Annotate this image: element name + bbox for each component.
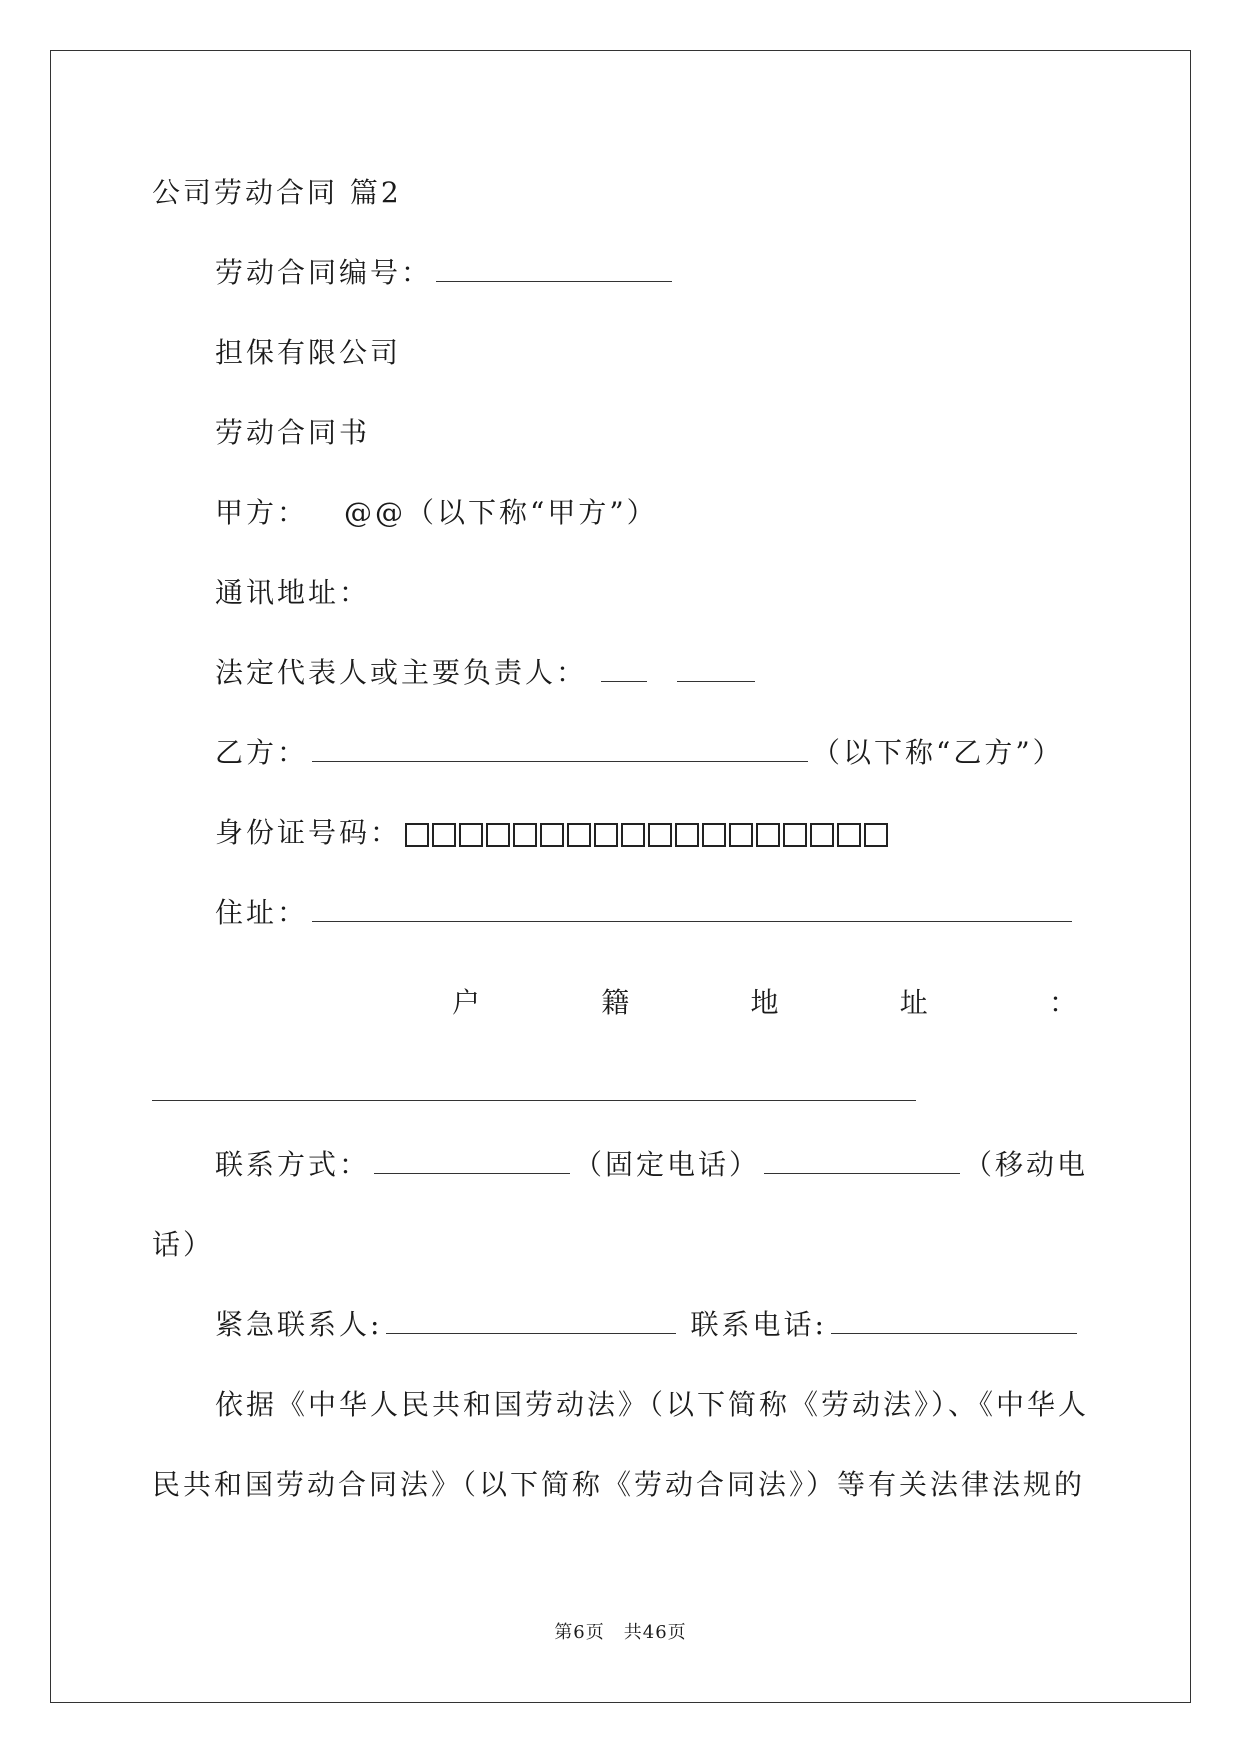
legal-rep-label: 法定代表人或主要负责人： bbox=[215, 656, 588, 689]
emergency-contact-label: 紧急联系人: bbox=[215, 1308, 383, 1341]
id-digit-box[interactable] bbox=[513, 823, 537, 847]
residence-line bbox=[215, 896, 1076, 930]
id-digit-box[interactable] bbox=[405, 823, 429, 847]
document-title: 公司劳动合同 篇2 bbox=[152, 176, 402, 209]
company-name: 担保有限公司 bbox=[215, 336, 402, 369]
address-line: 通讯地址： bbox=[215, 576, 371, 609]
id-digit-box[interactable] bbox=[621, 823, 645, 847]
legal-rep-blank-2[interactable] bbox=[677, 659, 755, 682]
id-digit-box[interactable] bbox=[540, 823, 564, 847]
id-number-boxes[interactable] bbox=[405, 823, 888, 847]
page-border bbox=[50, 50, 1191, 1703]
id-number-line bbox=[215, 816, 888, 850]
contract-number-label: 劳动合同编号： bbox=[215, 256, 433, 289]
id-digit-box[interactable] bbox=[594, 823, 618, 847]
body-paragraph-line-1: 依据《中华人民共和国劳动法》（以下简称《劳动法》）、《中华人 bbox=[215, 1388, 1090, 1421]
body-paragraph-line-2: 民共和国劳动合同法》（以下简称《劳动合同法》）等有关法律法规的 bbox=[152, 1468, 1086, 1501]
party-a-value: @@（以下称“甲方”） bbox=[344, 496, 658, 529]
contact-line bbox=[215, 1148, 1088, 1182]
household-address-char: 户 bbox=[452, 986, 481, 1019]
page-footer: 第6页 共46页 bbox=[554, 1622, 687, 1643]
contract-number-line bbox=[215, 256, 676, 290]
id-digit-box[interactable] bbox=[486, 823, 510, 847]
mobile-phone-label: （移动电 bbox=[964, 1148, 1089, 1181]
party-b-line bbox=[215, 736, 1064, 770]
legal-rep-blank-1[interactable] bbox=[601, 659, 647, 682]
fixed-phone-blank[interactable] bbox=[374, 1151, 570, 1174]
id-digit-box[interactable] bbox=[432, 823, 456, 847]
party-b-label: 乙方： bbox=[215, 736, 309, 769]
mobile-phone-label-continued: 话） bbox=[152, 1228, 215, 1261]
household-address-char: ： bbox=[1048, 986, 1077, 1019]
id-digit-box[interactable] bbox=[459, 823, 483, 847]
id-digit-box[interactable] bbox=[702, 823, 726, 847]
emergency-contact-blank[interactable] bbox=[386, 1311, 676, 1334]
id-digit-box[interactable] bbox=[675, 823, 699, 847]
residence-blank[interactable] bbox=[312, 899, 1072, 922]
mobile-phone-blank[interactable] bbox=[764, 1151, 960, 1174]
residence-label: 住址： bbox=[215, 896, 309, 929]
party-b-suffix: （以下称“乙方”） bbox=[812, 736, 1064, 769]
id-number-label: 身份证号码： bbox=[215, 816, 402, 849]
party-a-line bbox=[215, 496, 658, 530]
contact-label: 联系方式： bbox=[215, 1148, 371, 1181]
emergency-phone-label: 联系电话: bbox=[690, 1308, 827, 1341]
id-digit-box[interactable] bbox=[648, 823, 672, 847]
household-address-char: 地 bbox=[750, 986, 779, 1019]
id-digit-box[interactable] bbox=[567, 823, 591, 847]
id-digit-box[interactable] bbox=[864, 823, 888, 847]
legal-rep-line bbox=[215, 656, 759, 690]
household-address-blank[interactable] bbox=[152, 1100, 916, 1101]
id-digit-box[interactable] bbox=[756, 823, 780, 847]
id-digit-box[interactable] bbox=[810, 823, 834, 847]
id-digit-box[interactable] bbox=[837, 823, 861, 847]
id-digit-box[interactable] bbox=[729, 823, 753, 847]
household-address-char: 籍 bbox=[601, 986, 630, 1019]
party-b-blank[interactable] bbox=[312, 739, 808, 762]
household-address-label bbox=[452, 986, 1077, 1020]
contract-book-heading: 劳动合同书 bbox=[215, 416, 371, 449]
fixed-phone-label: （固定电话） bbox=[574, 1148, 761, 1181]
emergency-contact-line bbox=[215, 1308, 1081, 1342]
household-address-char: 址 bbox=[899, 986, 928, 1019]
contract-number-blank[interactable] bbox=[436, 259, 672, 282]
party-a-label: 甲方： bbox=[215, 496, 309, 529]
emergency-phone-blank[interactable] bbox=[831, 1311, 1077, 1334]
id-digit-box[interactable] bbox=[783, 823, 807, 847]
